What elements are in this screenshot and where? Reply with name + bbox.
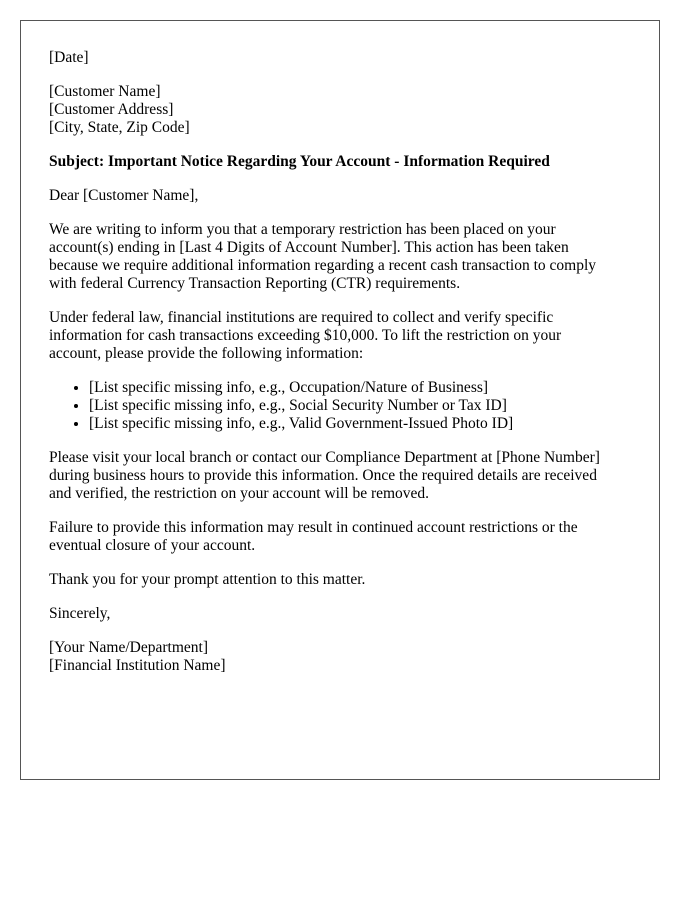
list-item: • [List specific missing info, e.g., Occupation/Nature of Business] <box>89 379 631 397</box>
closing: Sincerely, <box>49 605 111 622</box>
paragraph-federal-law <box>49 309 631 363</box>
paragraph-line: Failure to provide this information may result in continued account restrictions or the <box>49 519 578 536</box>
paragraph-line: Thank you for your prompt attention to this matter. <box>49 571 366 588</box>
subject-line: Subject: Important Notice Regarding Your Account - Information Required <box>49 153 550 170</box>
list-item: • [List specific missing info, e.g., Social Security Number or Tax ID] <box>89 397 631 415</box>
paragraph-line: Under federal law, financial institutions are required to collect and verify specific <box>49 309 554 326</box>
date-block <box>49 49 631 67</box>
paragraph-line: eventual closure of your account. <box>49 537 256 554</box>
signature-name-department: [Your Name/Department] <box>49 639 208 656</box>
city-state-zip-line: [City, State, Zip Code] <box>49 119 190 136</box>
paragraph-line: We are writing to inform you that a temporary restriction has been placed on your <box>49 221 556 238</box>
letter-document <box>20 20 660 780</box>
paragraph-contact-instructions <box>49 449 631 503</box>
paragraph-line: account, please provide the following information: <box>49 345 364 362</box>
paragraph-line: because we require additional information regarding a recent cash transaction to comply <box>49 257 597 274</box>
paragraph-line: with federal Currency Transaction Reporting (CTR) requirements. <box>49 275 461 292</box>
paragraph-failure-warning <box>49 519 631 555</box>
list-item: • [List specific missing info, e.g., Valid Government-Issued Photo ID] <box>89 415 631 433</box>
paragraph-thank-you <box>49 571 631 589</box>
paragraph-line: Please visit your local branch or contact our Compliance Department at [Phone Number] <box>49 449 600 466</box>
signature-institution: [Financial Institution Name] <box>49 657 226 674</box>
paragraph-line: information for cash transactions exceeding $10,000. To lift the restriction on your <box>49 327 562 344</box>
paragraph-line: account(s) ending in [Last 4 Digits of Account Number]. This action has been taken <box>49 239 569 256</box>
paragraph-line: during business hours to provide this information. Once the required details are received <box>49 467 597 484</box>
paragraph-line: and verified, the restriction on your account will be removed. <box>49 485 430 502</box>
signature-block <box>49 639 631 675</box>
missing-info-list <box>49 379 631 433</box>
salutation: Dear [Customer Name], <box>49 187 199 204</box>
paragraph-restriction-notice <box>49 221 631 293</box>
date-line: [Date] <box>49 49 89 66</box>
customer-name-line: [Customer Name] <box>49 83 161 100</box>
customer-address-line: [Customer Address] <box>49 101 174 118</box>
recipient-address-block <box>49 83 631 137</box>
